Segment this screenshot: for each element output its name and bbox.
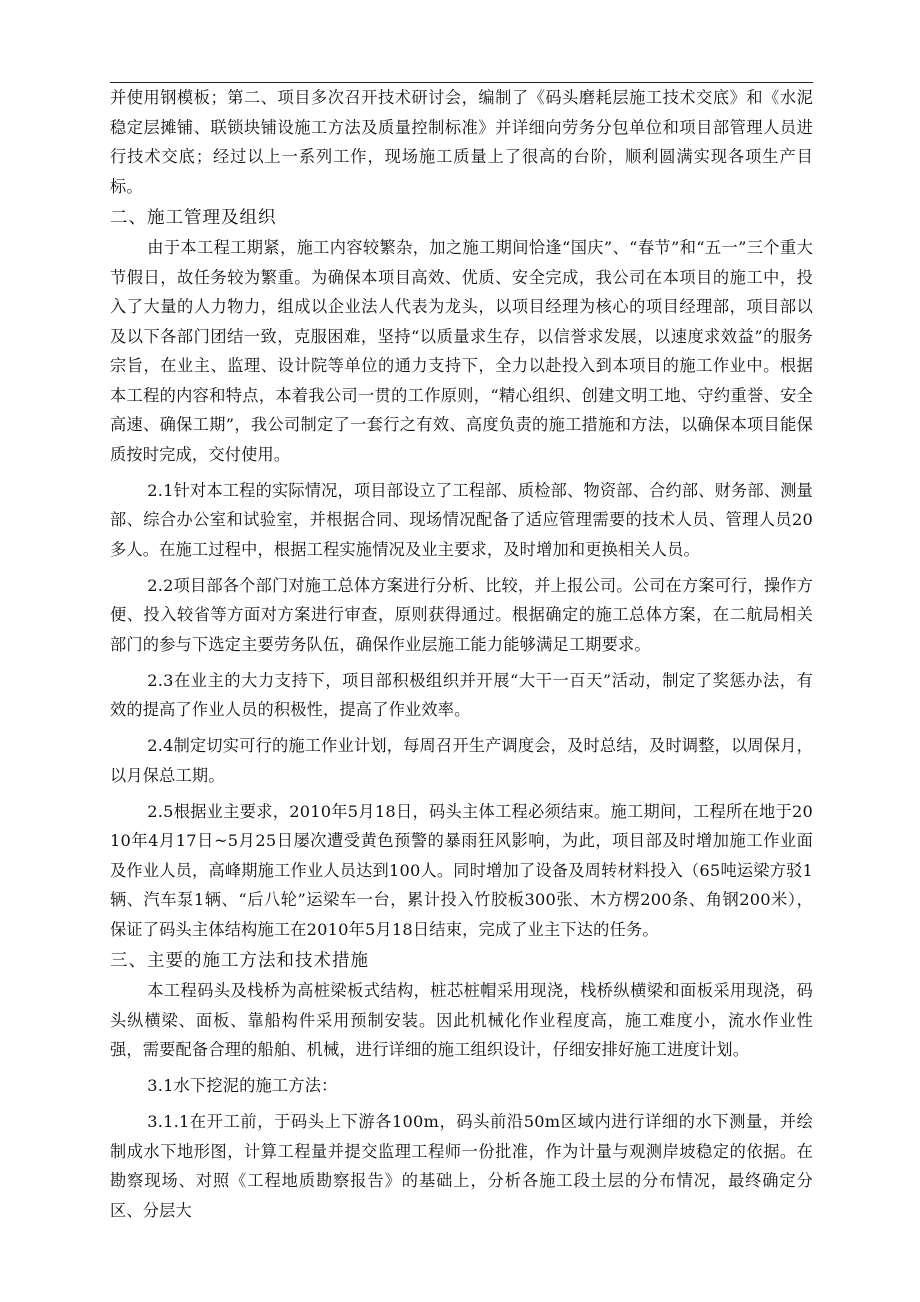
section-heading-management: 二、施工管理及组织	[110, 208, 277, 228]
paragraph-2-2: 2.2项目部各个部门对施工总体方案进行分析、比较，并上报公司。公司在方案可行，操作方便、投入较省等方面对方案进行审查，原则获得通过。根据确定的施工总体方案，在二航局相关部门的参与下选定主要劳务队伍，确保作业层施工能力能够满足工期要求。	[110, 575, 813, 654]
paragraph-continuation: 并使用钢模板；第二、项目多次召开技术研讨会，编制了《码头磨耗层施工技术交底》和《水泥稳定层摊铺、联锁块铺设施工方法及质量控制标准》并详细向劳务分包单位和项目部管理人员进行技术交底；经过以上一系列工作，现场施工质量上了很高的台阶，顺利圆满实现各项生产目标。	[110, 88, 813, 196]
paragraph-methods-intro: 本工程码头及栈桥为高桩梁板式结构，桩芯桩帽采用现浇，栈桥纵横梁和面板采用现浇，码头纵横梁、面板、靠船构件采用预制安装。因此机械化作业程度高，施工难度小，流水作业性强，需要配备合理的船舶、机械，进行详细的施工组织设计，仔细安排好施工进度计划。	[110, 981, 813, 1059]
document-body	[110, 83, 813, 1225]
paragraph-management-intro: 由于本工程工期紧，施工内容较繁杂，加之施工期间恰逢“国庆”、“春节”和“五一”三个重大节假日，故任务较为繁重。为确保本项目高效、优质、安全完成，我公司在本项目的施工中，投入了大量的人力物力，组成以企业法人代表为龙头，以项目经理为核心的项目经理部，项目部以及以下各部门团结一致，克服困难，坚持“以质量求生存，以信誉求发展，以速度求效益”的服务宗旨，在业主、监理、设计院等单位的通力支持下，全力以赴投入到本项目的施工作业中。根据本工程的内容和特点，本着我公司一贯的工作原则，“精心组织、创建文明工地、守约重誉、安全高速、确保工期”，我公司制定了一套行之有效、高度负责的施工措施和方法，以确保本项目能保质按时完成，交付使用。	[110, 238, 813, 464]
section-heading-methods: 三、主要的施工方法和技术措施	[110, 951, 369, 971]
paragraph-2-4: 2.4制定切实可行的施工作业计划，每周召开生产调度会，及时总结，及时调整，以周保月，以月保总工期。	[110, 736, 813, 785]
paragraph-3-1: 3.1水下挖泥的施工方法：	[147, 1076, 338, 1095]
paragraph-2-5: 2.5根据业主要求，2010年5月18日，码头主体工程必须结束。施工期间，工程所在地于2010年4月17日~5月25日屡次遭受黄色预警的暴雨狂风影响，为此，项目部及时增加施工作业面及作业人员，高峰期施工作业人员达到100人。同时增加了设备及周转材料投入（65吨运梁方驳1辆、汽车泵1辆、“后八轮”运梁车一台，累计投入竹胶板300张、木方楞200条、角钢200米），保证了码头主体结构施工在2010年5月18日结束，完成了业主下达的任务。	[110, 801, 813, 939]
paragraph-3-1-1: 3.1.1在开工前，于码头上下游各100m，码头前沿50m区域内进行详细的水下测量，并绘制成水下地形图，计算工程量并提交监理工程师一份批准，作为计量与观测岸坡稳定的依据。在勘察现场、对照《工程地质勘察报告》的基础上，分析各施工段土层的分布情况，最终确定分区、分层大	[110, 1112, 813, 1220]
paragraph-2-3: 2.3在业主的大力支持下，项目部积极组织并开展“大干一百天”活动，制定了奖惩办法，有效的提高了作业人员的积极性，提高了作业效率。	[110, 670, 813, 719]
paragraph-2-1: 2.1针对本工程的实际情况，项目部设立了工程部、质检部、物资部、合约部、财务部、测量部、综合办公室和试验室，并根据合同、现场情况配备了适应管理需要的技术人员、管理人员20多人。在施工过程中，根据工程实施情况及业主要求，及时增加和更换相关人员。	[110, 480, 813, 559]
